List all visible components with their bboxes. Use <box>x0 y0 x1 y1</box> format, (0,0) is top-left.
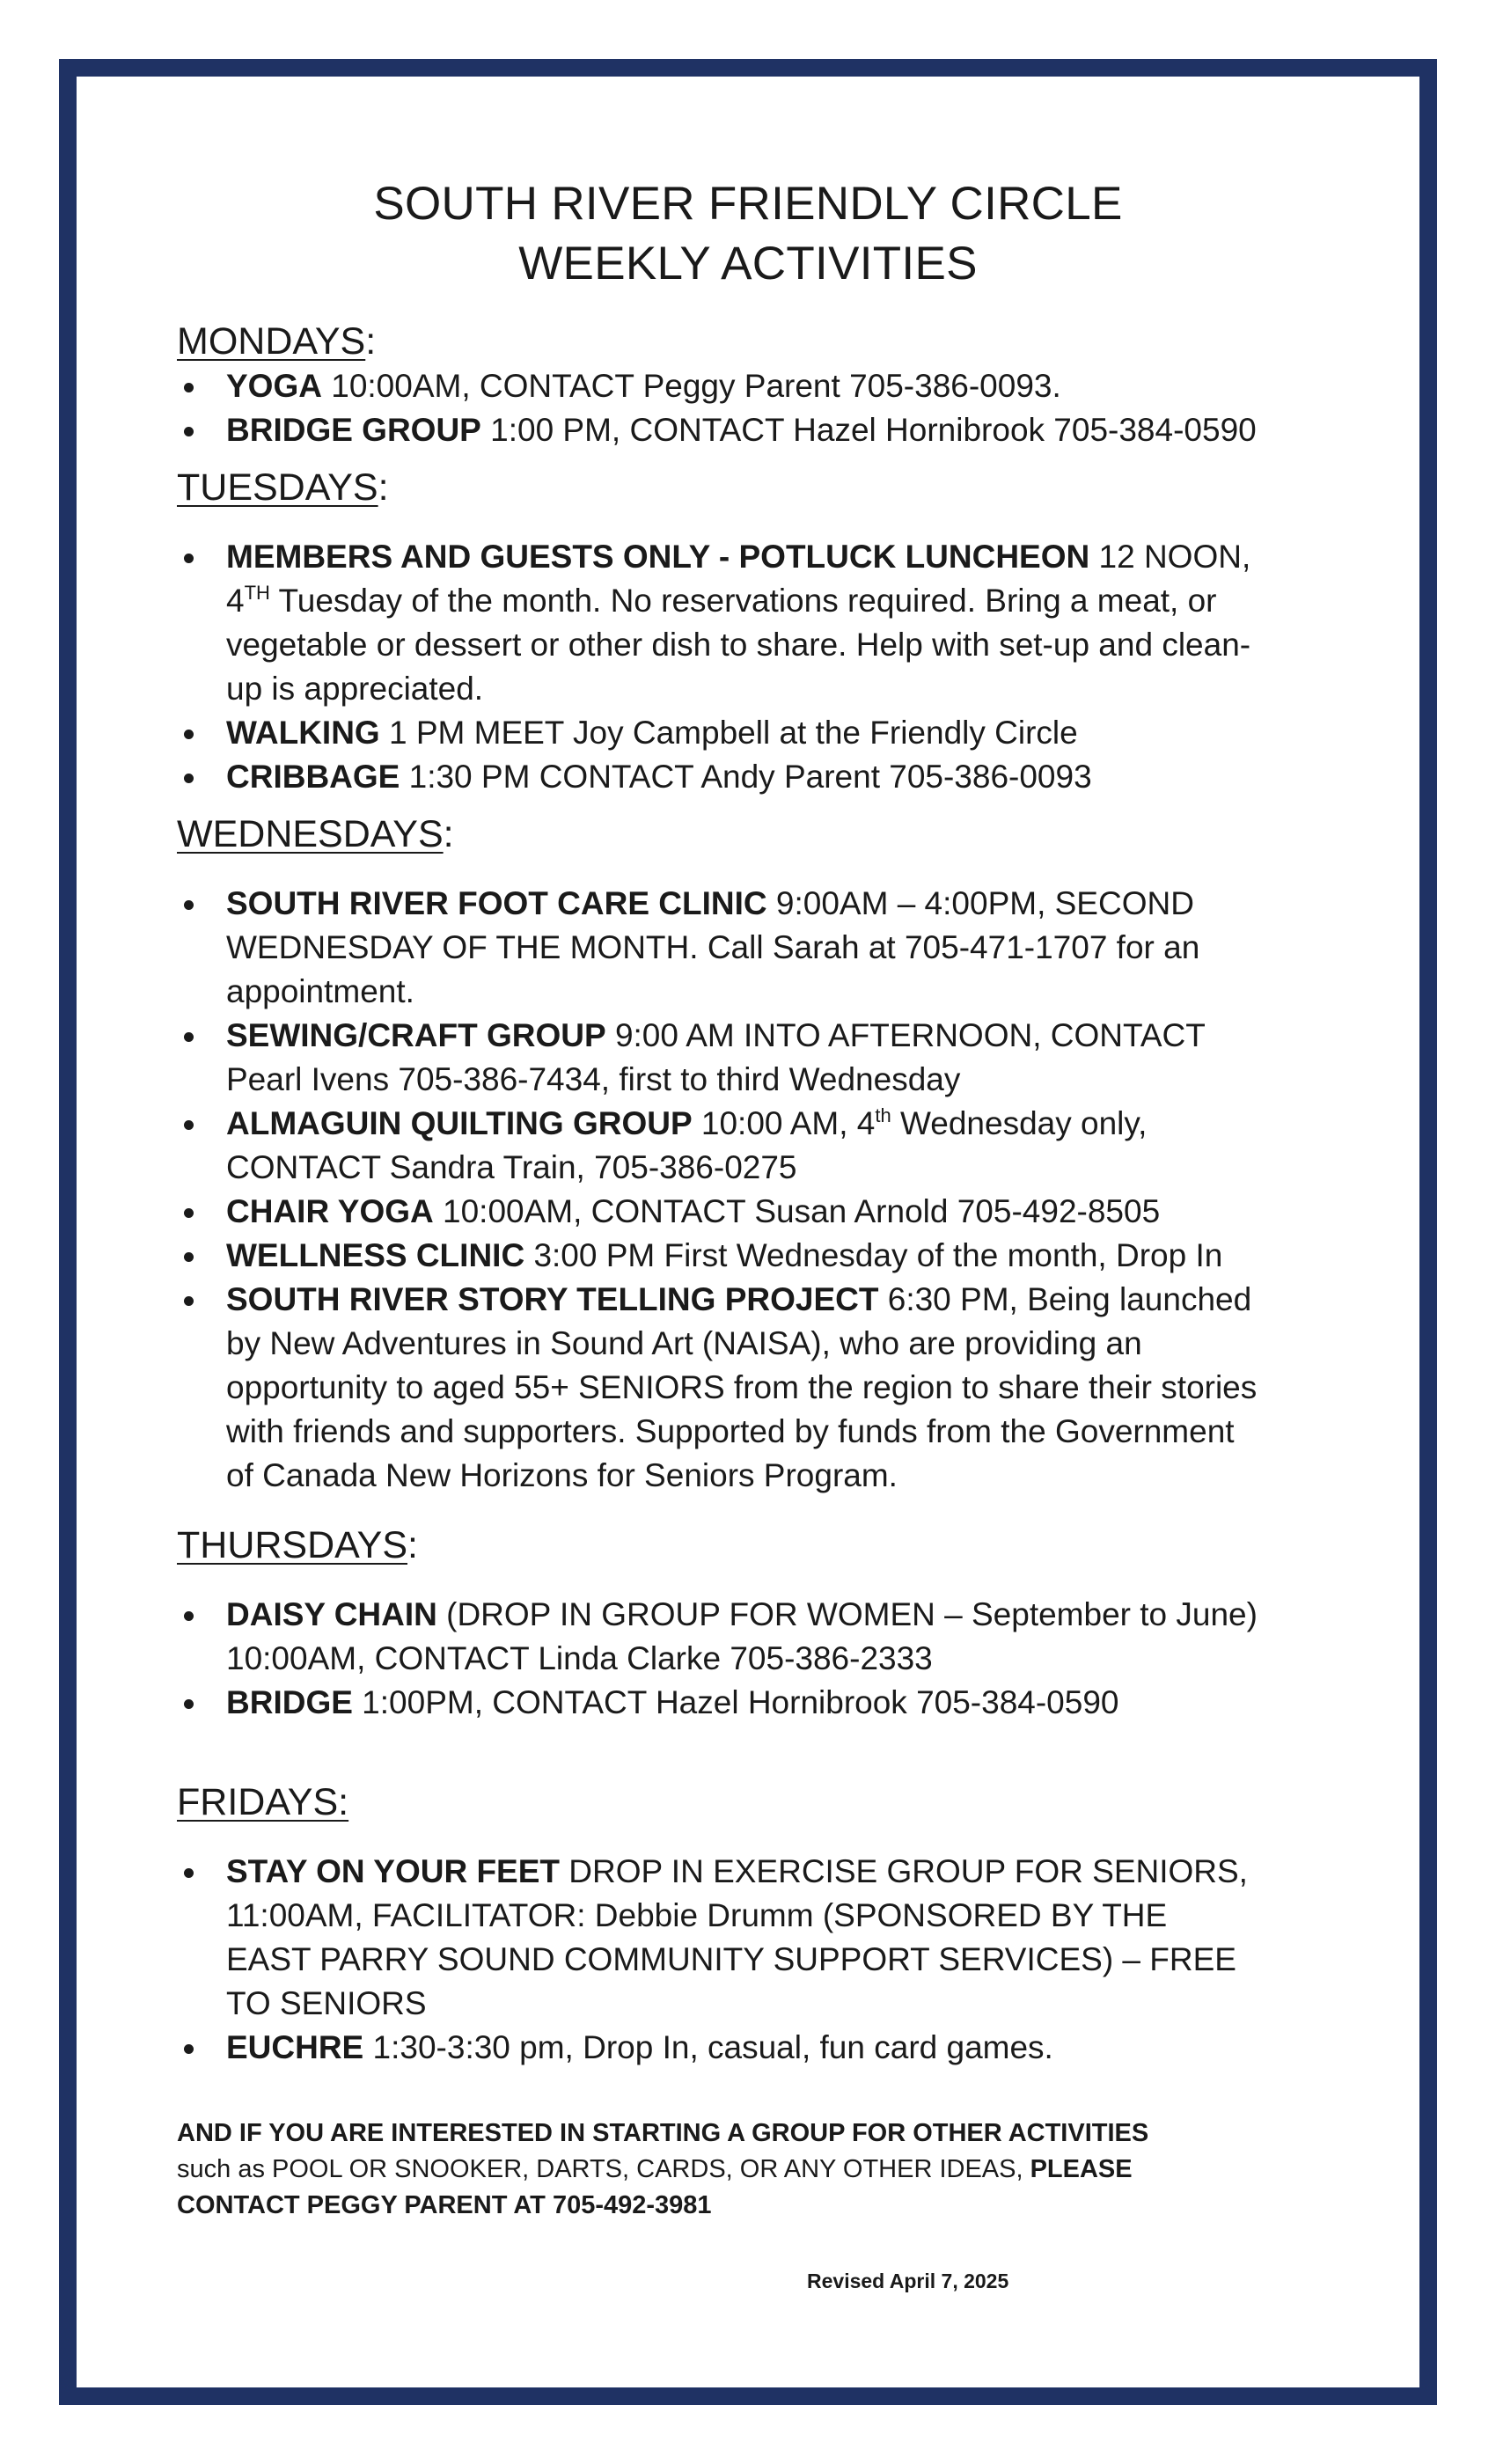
tuesdays-heading: TUESDAYS: <box>177 466 389 509</box>
fridays-heading: FRIDAYS: <box>177 1781 349 1823</box>
list-item: SEWING/CRAFT GROUP 9:00 AM INTO AFTERNOON, CONTACT Pearl Ivens 705-386-7434, first to third Wednesday <box>177 1014 1356 1102</box>
list-item: MEMBERS AND GUESTS ONLY - POTLUCK LUNCHEON 12 NOON, 4TH Tuesday of the month. No reservations required. Bring a meat, or vegetable or dessert or other dish to share. Help with set-up and clean- up is appreciated. <box>177 535 1356 711</box>
thursdays-heading: THURSDAYS: <box>177 1524 418 1566</box>
list-item: WALKING 1 PM MEET Joy Campbell at the Friendly Circle <box>177 711 1356 755</box>
title-line-2: WEEKLY ACTIVITIES <box>518 238 978 290</box>
list-item: CHAIR YOGA 10:00AM, CONTACT Susan Arnold 705-492-8505 <box>177 1190 1356 1234</box>
fridays-list <box>177 1850 1356 2070</box>
footer-note: AND IF YOU ARE INTERESTED IN STARTING A GROUP FOR OTHER ACTIVITIES such as POOL OR SNOOKER, DARTS, CARDS, OR ANY OTHER IDEAS, PLEASE CONTACT PEGGY PARENT AT 705-492-3981 <box>177 2119 1149 2219</box>
list-item: BRIDGE GROUP 1:00 PM, CONTACT Hazel Hornibrook 705-384-0590 <box>177 408 1356 452</box>
list-item: DAISY CHAIN (DROP IN GROUP FOR WOMEN – September to June) 10:00AM, CONTACT Linda Clarke 705-386-2333 <box>177 1593 1356 1681</box>
mondays-heading: MONDAYS: <box>177 320 377 363</box>
revised-date: Revised April 7, 2025 <box>807 2270 1009 2292</box>
list-item: WELLNESS CLINIC 3:00 PM First Wednesday of the month, Drop In <box>177 1234 1356 1278</box>
list-item: SOUTH RIVER STORY TELLING PROJECT 6:30 PM, Being launched by New Adventures in Sound Art (NAISA), who are providing an opportunity to aged 55+ SENIORS from the region to share their stories with friends and supporters. Supported by funds from the Government of Canada New Horizons for Seniors Program. <box>177 1278 1356 1498</box>
list-item: CRIBBAGE 1:30 PM CONTACT Andy Parent 705-386-0093 <box>177 755 1356 799</box>
list-item: SOUTH RIVER FOOT CARE CLINIC 9:00AM – 4:00PM, SECOND WEDNESDAY OF THE MONTH. Call Sarah at 705-471-1707 for an appointment. <box>177 882 1356 1014</box>
list-item: BRIDGE 1:00PM, CONTACT Hazel Hornibrook 705-384-0590 <box>177 1681 1356 1725</box>
list-item: STAY ON YOUR FEET DROP IN EXERCISE GROUP FOR SENIORS, 11:00AM, FACILITATOR: Debbie Drumm (SPONSORED BY THE EAST PARRY SOUND COMMUNITY SUPPORT SERVICES) – FREE TO SENIORS <box>177 1850 1356 2026</box>
title-line-1: SOUTH RIVER FRIENDLY CIRCLE <box>373 178 1123 230</box>
list-item: EUCHRE 1:30-3:30 pm, Drop In, casual, fun card games. <box>177 2026 1356 2070</box>
tuesdays-list <box>177 535 1356 799</box>
list-item: ALMAGUIN QUILTING GROUP 10:00 AM, 4th Wednesday only, CONTACT Sandra Train, 705-386-0275 <box>177 1102 1356 1190</box>
mondays-list <box>177 364 1356 452</box>
thursdays-list <box>177 1593 1356 1725</box>
wednesdays-heading: WEDNESDAYS: <box>177 813 454 855</box>
list-item: YOGA 10:00AM, CONTACT Peggy Parent 705-386-0093. <box>177 364 1356 408</box>
page-title <box>0 174 1496 294</box>
wednesdays-list <box>177 882 1356 1498</box>
activities-content <box>177 319 1356 2224</box>
